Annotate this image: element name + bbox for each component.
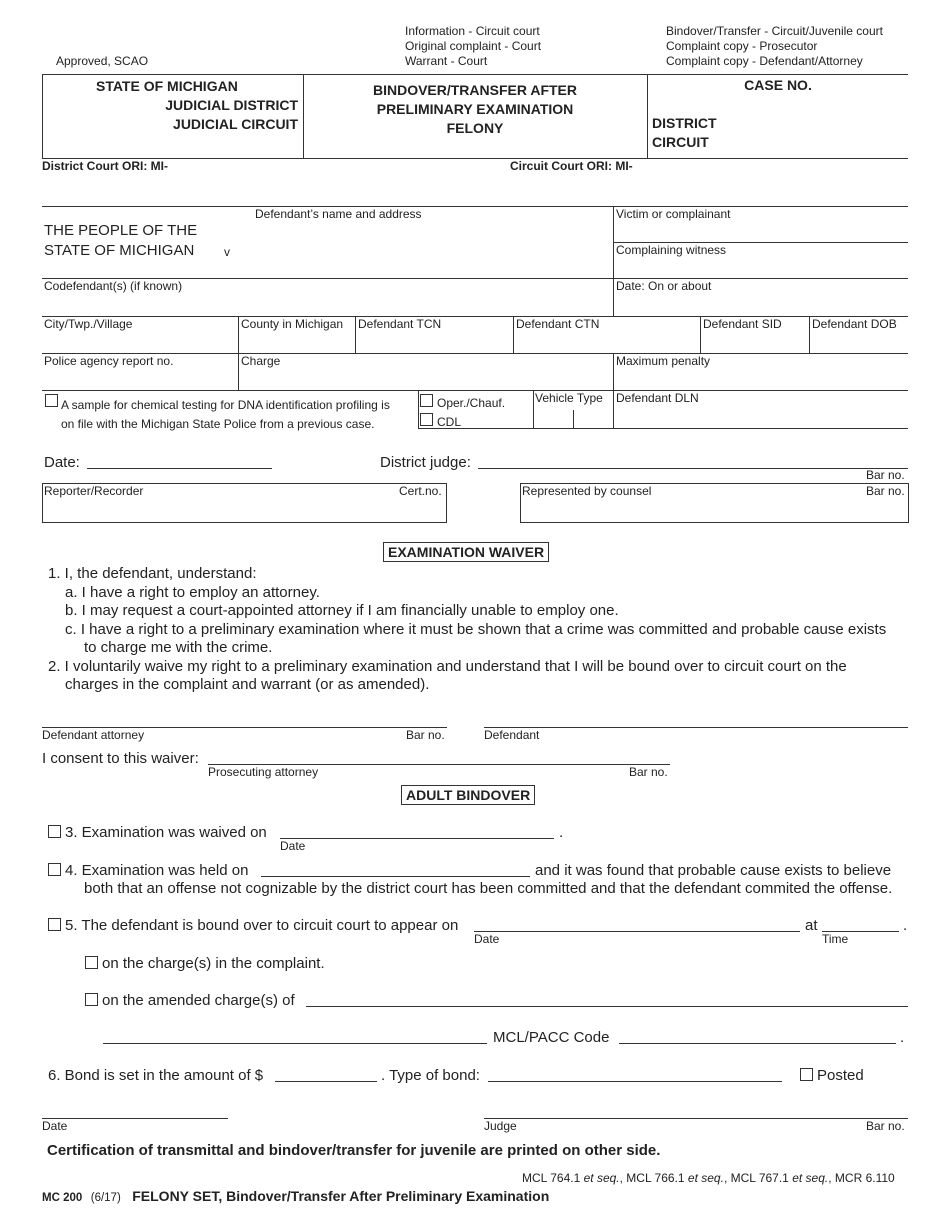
distribution-item: Complaint copy - Defendant/Attorney: [666, 54, 863, 68]
oper-chauf-label: Oper./Chauf.: [437, 396, 506, 410]
item4-text: 4. Examination was held on: [65, 862, 249, 879]
amended-charges-field-2[interactable]: [103, 1043, 487, 1044]
mcl-code-label: MCL/PACC Code: [493, 1029, 610, 1046]
grid-rule: [42, 206, 908, 207]
district-label: DISTRICT: [652, 115, 717, 131]
grid-divider: [613, 206, 614, 316]
amended-charges-checkbox[interactable]: [85, 993, 98, 1006]
form-number: MC 200: [42, 1192, 83, 1204]
citation-part: et seq.: [583, 1171, 620, 1185]
form-footer: [42, 1188, 549, 1206]
judge-label: Judge: [484, 1119, 517, 1133]
judicial-circuit-label: JUDICIAL CIRCUIT: [173, 116, 298, 132]
complaining-witness-label: Complaining witness: [616, 243, 727, 257]
statutes-citation: [522, 1171, 895, 1185]
citation-part: MCL 764.1: [522, 1171, 581, 1185]
distribution-right: [666, 24, 883, 69]
versus: v: [224, 245, 230, 259]
district-judge-label: District judge:: [380, 454, 471, 471]
cdl-checkbox[interactable]: [420, 413, 433, 426]
caption-line: STATE OF MICHIGAN: [44, 242, 195, 259]
waiver-item: charges in the complaint and warrant (or as amended).: [65, 676, 430, 693]
approved-scao: Approved, SCAO: [56, 54, 149, 68]
grid-divider: [533, 390, 534, 428]
time-caption: Time: [822, 932, 849, 946]
bar-no-label: Bar no.: [406, 728, 445, 742]
bar-no-label-2: Bar no.: [866, 484, 905, 498]
bindover-heading: ADULT BINDOVER: [401, 785, 535, 805]
waived-date-field[interactable]: [280, 838, 554, 839]
charges-complaint-label: on the charge(s) in the complaint.: [102, 955, 325, 972]
circuit-label: CIRCUIT: [652, 134, 709, 150]
victim-label: Victim or complainant: [616, 207, 731, 221]
date-field[interactable]: [87, 468, 272, 469]
waiver-item: c. I have a right to a preliminary examination where it must be shown that a crime was committed and probable cause exists: [65, 620, 887, 638]
signature-date-field[interactable]: [42, 1118, 228, 1119]
item5-checkbox[interactable]: [48, 918, 61, 931]
dna-line: on file with the Michigan State Police from a previous case.: [61, 417, 375, 431]
at-label: at: [805, 917, 818, 934]
reporter-label: Reporter/Recorder: [44, 484, 144, 498]
people-caption: [44, 221, 197, 261]
appear-date-field[interactable]: [474, 931, 800, 932]
citation-part: , MCL 767.1: [723, 1171, 789, 1185]
grid-divider: [418, 390, 419, 428]
waiver-item: b. I may request a court-appointed attorney if I am financially unable to employ one.: [65, 602, 619, 619]
circuit-ori-label: Circuit Court ORI: MI-: [510, 159, 633, 173]
defendant-label: Defendant: [484, 728, 540, 742]
ctn-label: Defendant CTN: [516, 317, 600, 331]
date-label: Date:: [44, 454, 80, 471]
title-line: BINDOVER/TRANSFER AFTER: [372, 82, 578, 98]
judge-signature-field[interactable]: [484, 1118, 908, 1119]
grid-divider: [513, 316, 514, 353]
citation-part: , MCL 766.1: [619, 1171, 685, 1185]
header-bottom-rule: [42, 158, 908, 159]
distribution-item: Complaint copy - Prosecutor: [666, 39, 818, 53]
waiver-item: 1. I, the defendant, understand:: [48, 565, 257, 582]
citation-part: et seq.: [792, 1171, 829, 1185]
title-line: PRELIMINARY EXAMINATION: [376, 101, 574, 117]
bar-no-label: Bar no.: [629, 765, 668, 779]
caption-line: THE PEOPLE OF THE: [44, 222, 198, 239]
judicial-district-label: JUDICIAL DISTRICT: [165, 97, 298, 113]
police-report-label: Police agency report no.: [44, 354, 174, 368]
bond-amount-field[interactable]: [275, 1081, 377, 1082]
defendant-attorney-label: Defendant attorney: [42, 728, 145, 742]
dob-label: Defendant DOB: [812, 317, 897, 331]
distribution-item: Information - Circuit court: [405, 24, 540, 38]
cdl-label: CDL: [437, 415, 462, 429]
distribution-item: Original complaint - Court: [405, 39, 542, 53]
grid-divider: [613, 353, 614, 428]
district-judge-field[interactable]: [478, 468, 908, 469]
bar-no-label: Bar no.: [866, 468, 905, 482]
waiver-item: 2. I voluntarily waive my right to a preliminary examination and understand that I will be bound over to circuit court on the: [48, 657, 847, 675]
county-label: County in Michigan: [241, 317, 344, 331]
tcn-label: Defendant TCN: [358, 317, 442, 331]
item3-text: 3. Examination was waived on: [65, 824, 267, 841]
defendant-signature[interactable]: [484, 727, 908, 728]
item3-period: .: [559, 824, 564, 841]
item6-text-b: . Type of bond:: [381, 1067, 480, 1084]
dln-label: Defendant DLN: [616, 391, 699, 405]
state-name: STATE OF MICHIGAN: [96, 78, 238, 94]
date-on-about-label: Date: On or about: [616, 279, 712, 293]
form-title: [303, 81, 647, 138]
posted-label: Posted: [817, 1067, 864, 1084]
item4-text-b: and it was found that probable cause exists to believe: [535, 862, 892, 879]
item4-checkbox[interactable]: [48, 863, 61, 876]
grid-divider: [573, 410, 574, 428]
grid-divider: [809, 316, 810, 353]
date-caption: Date: [474, 932, 500, 946]
city-label: City/Twp./Village: [44, 317, 133, 331]
citation-part: et seq.: [687, 1171, 724, 1185]
sid-label: Defendant SID: [703, 317, 782, 331]
item5-text: 5. The defendant is bound over to circuit court to appear on: [65, 917, 459, 934]
defendant-name-label: Defendant’s name and address: [255, 207, 422, 221]
bar-no-label: Bar no.: [866, 1119, 905, 1133]
vehicle-type-label: Vehicle Type: [535, 391, 603, 405]
codefendants-label: Codefendant(s) (if known): [44, 279, 183, 293]
court-block: [42, 77, 298, 134]
item6-text: 6. Bond is set in the amount of $: [48, 1067, 264, 1084]
waiver-heading: EXAMINATION WAIVER: [383, 542, 549, 562]
dna-sample-text: [61, 396, 390, 434]
item4-text-line2: both that an offense not cognizable by the district court has been committed and that the defendant commited the offense.: [84, 880, 893, 897]
amended-charges-field[interactable]: [306, 1006, 908, 1007]
max-penalty-label: Maximum penalty: [616, 354, 711, 368]
certification-note: Certification of transmittal and bindover/transfer for juvenile are printed on other side.: [47, 1142, 661, 1159]
waiver-item: to charge me with the crime.: [84, 639, 273, 656]
represented-label: Represented by counsel: [522, 484, 652, 498]
cert-no-label: Cert.no.: [399, 484, 442, 498]
grid-rule: [418, 428, 908, 429]
item5-period: .: [903, 917, 908, 934]
mcl-period: .: [900, 1029, 905, 1046]
bond-type-field[interactable]: [488, 1081, 782, 1082]
charge-label: Charge: [241, 354, 281, 368]
held-date-field[interactable]: [261, 876, 530, 877]
waiver-items: [48, 565, 886, 695]
date-caption: Date: [280, 839, 306, 853]
grid-divider: [238, 316, 239, 390]
oper-chauf-checkbox[interactable]: [420, 394, 433, 407]
distribution-left: [405, 24, 541, 69]
prosecuting-attorney-label: Prosecuting attorney: [208, 765, 319, 779]
amended-charges-label: on the amended charge(s) of: [102, 992, 295, 1009]
court-type: [652, 114, 717, 152]
grid-divider: [355, 316, 356, 353]
form-footer-title: FELONY SET, Bindover/Transfer After Preliminary Examination: [132, 1188, 550, 1204]
header-top-rule: [42, 74, 908, 75]
title-line: FELONY: [446, 120, 504, 136]
citation-part: , MCR 6.110: [828, 1171, 895, 1185]
district-ori-label: District Court ORI: MI-: [42, 159, 168, 173]
distribution-item: Bindover/Transfer - Circuit/Juvenile court: [666, 24, 883, 38]
item3-checkbox[interactable]: [48, 825, 61, 838]
dna-line: A sample for chemical testing for DNA identification profiling is: [61, 398, 390, 412]
grid-divider: [700, 316, 701, 353]
case-no-label: CASE NO.: [744, 77, 812, 93]
form-date: (6/17): [90, 1192, 121, 1204]
waiver-item: a. I have a right to employ an attorney.: [65, 583, 320, 601]
grid-rule: [42, 390, 908, 391]
distribution-item: Warrant - Court: [405, 54, 488, 68]
dna-sample-checkbox[interactable]: [45, 394, 58, 407]
charges-complaint-checkbox[interactable]: [85, 956, 98, 969]
mcl-code-field[interactable]: [619, 1043, 896, 1044]
posted-checkbox[interactable]: [800, 1068, 813, 1081]
sig-date-label: Date: [42, 1119, 68, 1133]
consent-label: I consent to this waiver:: [42, 750, 199, 767]
